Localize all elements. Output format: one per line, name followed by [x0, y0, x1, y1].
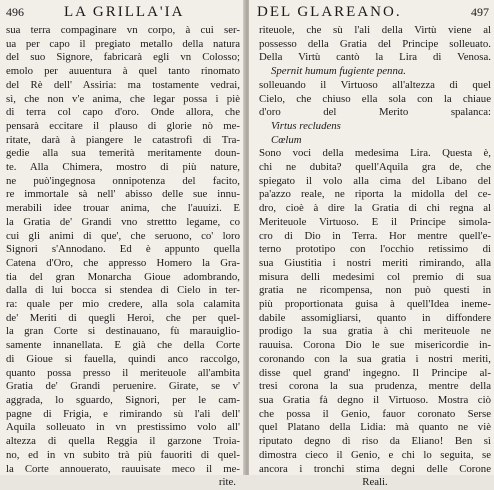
text-line: d'oro del Merito spalanca:	[259, 106, 491, 119]
catchword: rite.	[218, 476, 236, 489]
left-page	[0, 0, 245, 489]
text-line: terno prototipo con l'occhio retissimo di	[259, 243, 491, 256]
left-page-header	[6, 4, 238, 22]
text-line: disse quel grand' ingegno. Il Principe al-	[259, 366, 491, 379]
text-line: solleuando il Virtuoso all'altezza di quel	[259, 78, 491, 91]
text-line: del suo Signore, fabricarà egli vn Colosso;	[6, 51, 240, 64]
text-line: dro, cioè à dire la Gratia di chi regna al	[259, 202, 491, 215]
text-line: aggrada, lo sguardo, Signori, per le cam-	[6, 393, 240, 406]
text-line: ra: quale per mio credere, alla sola calamita	[6, 298, 240, 311]
right-page-body	[259, 24, 491, 490]
text-line: spiegato il volo alla cima del Libano del	[259, 174, 491, 187]
left-running-head: LA GRILLA'IA	[64, 4, 185, 20]
text-line: gedie alla sua temerità meritamente doun-	[6, 147, 240, 160]
text-line: ua per capo il pregiato metallo della natura	[6, 37, 240, 50]
right-page-number: 497	[471, 5, 489, 19]
text-line: gratia ne ricompensa, non può questi in	[259, 284, 491, 297]
text-line: del Rè dell' Assiria: ma tostamente vedrai,	[6, 78, 240, 91]
text-line: cui gli animi di que', che seruono, co' loro	[6, 229, 240, 242]
text-line: sì, che non v'e anima, che legar possa i piè	[6, 92, 240, 105]
text-line: rauuisa. Corona Dio le sue misericordie in-	[259, 339, 491, 352]
text-line: tia del gran Monarcha Gioue adombrando,	[6, 270, 240, 283]
right-running-head: DEL GLAREANO.	[257, 4, 402, 20]
text-line: ritate, darà à piangere le catastrofi di Tra-	[6, 133, 240, 146]
text-line: Sono voci della medesima Lira. Questa è,	[259, 147, 491, 160]
text-line: quanto possa presso il meriteuole all'ambita	[6, 366, 240, 379]
text-line: de' Meriti di quegli Heroi, che per quel-	[6, 311, 240, 324]
text-line: te. Alla Chimera, mostro di più nature,	[6, 161, 240, 174]
text-line: ancora i tronchi stima degni delle Corone	[259, 462, 491, 475]
text-line: la Corte annouerato, rauuisate meco il me-	[6, 462, 240, 475]
text-line: prodigo la sua gratia à chi meriteuole ne	[259, 325, 491, 338]
text-line: coronando con la sua gratia i nostri meriti,	[259, 352, 491, 365]
text-line: samente innanellata. E già che della Corte	[6, 339, 240, 352]
left-page-number: 496	[6, 5, 24, 19]
text-line: ne può'ingegnosa onnipotenza del facito,	[6, 174, 240, 187]
text-line: altezza di quella Reggia il garzone Troia-	[6, 435, 240, 448]
text-line: quel Platano della Lidia: mà quanto ne viè	[259, 421, 491, 434]
text-line: dalla di lui bocca si stendea di Cielo in ter-	[6, 284, 240, 297]
text-line: emolo per auuentura à quel tanto rinomato	[6, 65, 240, 78]
text-line: Della Virtù cantò la Lira di Venosa.	[259, 51, 491, 64]
text-line: riteuole, che sù l'ali della Virtù viene al	[259, 24, 491, 36]
text-line: chi ne dubita? quell'Aquila gra de, che	[259, 161, 491, 174]
text-line: no, ed in vn subito trà più fauoriti di quel-	[6, 448, 240, 461]
latin-quotation: Virtus recludens	[271, 119, 341, 132]
text-line: che possa il Genio, fauor coronato Serse	[259, 407, 491, 420]
text-line: Reali.	[362, 476, 388, 489]
right-page	[249, 0, 494, 489]
text-line: pa'azzo reale, ne riporta la midolla del ce-	[259, 188, 491, 201]
text-line: la Gratia de' Grandi vno strettto legame, co	[6, 215, 240, 228]
right-page-header	[249, 4, 489, 22]
left-page-body	[6, 24, 240, 490]
text-line: cro di Dio in Terra. Hor mentre quell'e-	[259, 229, 491, 242]
text-line: Gratia de' Grandi peruenire. Girate, se v'	[6, 380, 240, 393]
text-line: sua terra compaginare vn corpo, à cui ser-	[6, 24, 240, 36]
text-line: tresi corona la sua prudenza, mentre della	[259, 380, 491, 393]
text-line: merabili idee trouar anima, che l'auuizi. E	[6, 202, 240, 215]
text-line: re immortale sà nell' abisso delle sue innu-	[6, 188, 240, 201]
text-line: Catena d'Oro, che appresso Homero la Gra-	[6, 256, 240, 269]
text-line: possesso della Gratia del Principe solleuato.	[259, 37, 491, 50]
text-line: pagne di Frigia, e rimirando sù l'ali dell'	[6, 407, 240, 420]
text-line: Signori s'Annodano. Ed è appunto quella	[6, 243, 240, 256]
text-line: dimostra cieco il Genio, e chi lo seguita, se	[259, 448, 491, 461]
text-line: Aquila solleuato in vn prestissimo volo all'	[6, 421, 240, 434]
text-line: di terra col capo d'oro. Onde allora, che	[6, 106, 240, 119]
text-line: la gran Corte si destinauano, fù marauiglio-	[6, 325, 240, 338]
text-line: Cielo, che chiuso ella sola con la chiaue	[259, 92, 491, 105]
text-line: sua Giustitia i nostri meriti rimirando, alla	[259, 256, 491, 269]
text-line: misura delli medesimi col premio di sua	[259, 270, 491, 283]
text-line: pensarà eccitare il plauso di glorie nò me-	[6, 119, 240, 132]
text-line: Meriteuole Virtuoso. E il Principe simola-	[259, 215, 491, 228]
text-line: più proportionata guisa à quell'Idea ineme-	[259, 298, 491, 311]
latin-quotation: Cœlum	[271, 133, 302, 146]
text-line: dabile assomigliarsi, quanto in diffondere	[259, 311, 491, 324]
text-line: sua Gratia fà degno il Virtuoso. Mostra ciò	[259, 393, 491, 406]
text-line: di Gioue si fauella, quindi anco raccolgo,	[6, 352, 240, 365]
text-line: riputato degno di riso da Eliano! Ben sì	[259, 435, 491, 448]
latin-quotation: Spernit humum fugiente penna.	[271, 65, 406, 78]
